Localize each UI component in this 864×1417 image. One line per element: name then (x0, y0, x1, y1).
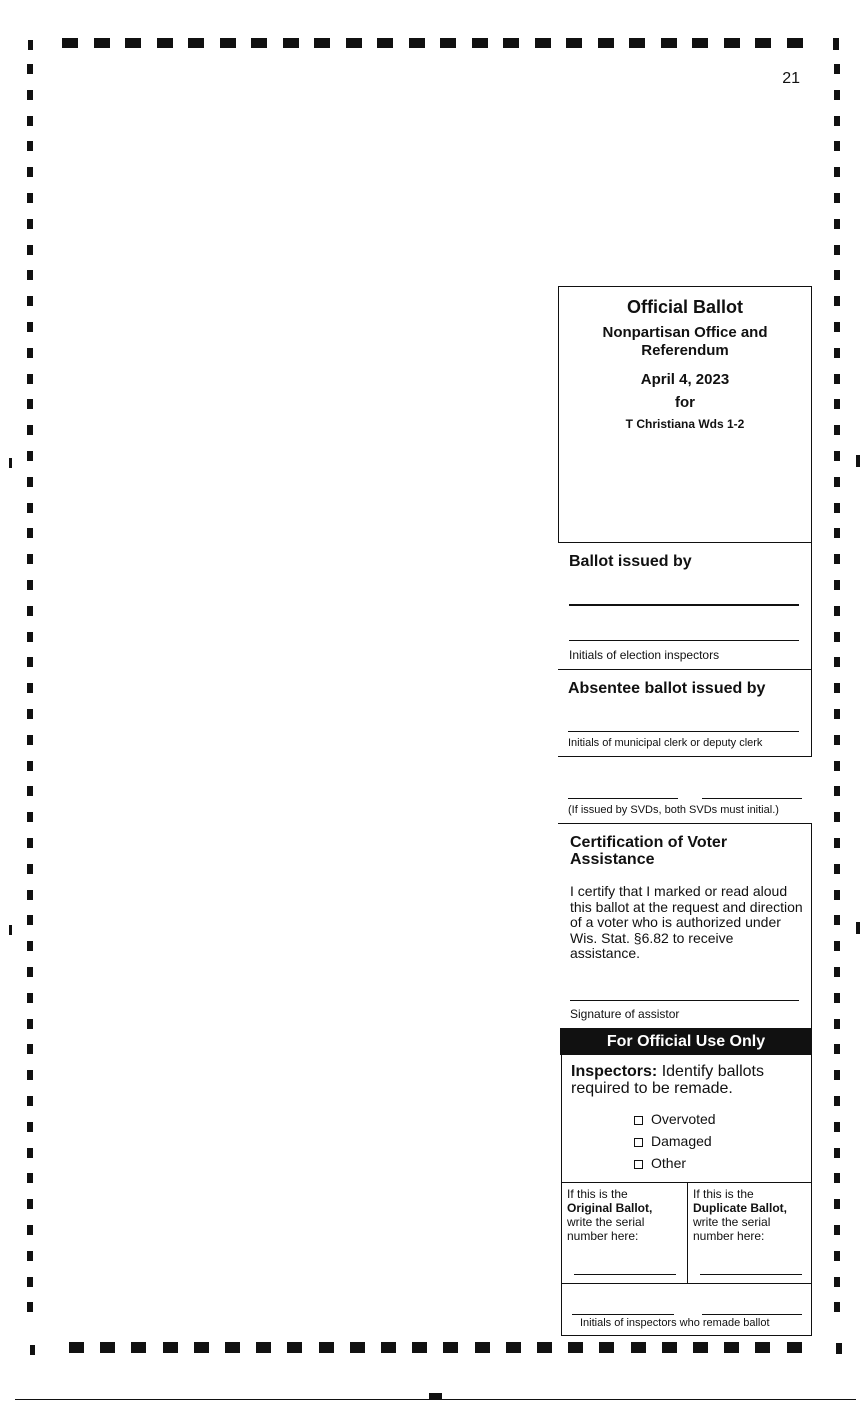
timing-mark (834, 167, 840, 177)
timing-mark (836, 1343, 842, 1354)
timing-mark (834, 1096, 840, 1106)
serial-section (561, 1183, 812, 1284)
duplicate-bold: Duplicate Ballot, (693, 1201, 788, 1215)
timing-mark (834, 193, 840, 203)
timing-mark (566, 38, 582, 48)
option-damaged[interactable] (634, 1133, 712, 1149)
timing-mark (834, 967, 840, 977)
timing-mark (834, 1251, 840, 1261)
option-other[interactable] (634, 1155, 686, 1171)
original-line4: number here: (567, 1229, 639, 1243)
ballot-date: April 4, 2023 (640, 371, 730, 388)
timing-mark (27, 1122, 33, 1132)
timing-mark (27, 1251, 33, 1261)
timing-mark (27, 657, 33, 667)
timing-mark (27, 993, 33, 1003)
timing-mark (346, 38, 362, 48)
timing-mark (251, 38, 267, 48)
timing-mark (27, 786, 33, 796)
svd-line-2 (702, 798, 802, 799)
timing-mark (94, 38, 110, 48)
timing-mark (631, 1342, 646, 1353)
timing-mark (834, 399, 840, 409)
timing-mark (834, 528, 840, 538)
timing-mark (412, 1342, 427, 1353)
inspectors-instruction (571, 1063, 796, 1097)
timing-mark (28, 40, 33, 50)
timing-mark (27, 890, 33, 900)
timing-mark (834, 632, 840, 642)
timing-mark (692, 38, 708, 48)
timing-mark (27, 477, 33, 487)
timing-mark (834, 941, 840, 951)
timing-mark (27, 348, 33, 358)
timing-mark (856, 922, 860, 934)
timing-mark (834, 90, 840, 100)
timing-mark (535, 38, 551, 48)
timing-mark (856, 455, 860, 467)
timing-mark (834, 735, 840, 745)
timing-mark (834, 554, 840, 564)
timing-mark (834, 477, 840, 487)
inspectors-text: Identify ballots required to be remade. (571, 1063, 764, 1097)
duplicate-line1: If this is the (693, 1187, 754, 1201)
timing-mark (834, 606, 840, 616)
timing-mark (27, 374, 33, 384)
timing-mark (834, 322, 840, 332)
timing-mark (834, 890, 840, 900)
timing-mark (834, 1277, 840, 1287)
timing-mark (27, 503, 33, 513)
timing-mark (834, 864, 840, 874)
timing-mark (834, 1173, 840, 1183)
timing-mark (661, 38, 677, 48)
timing-mark (27, 451, 33, 461)
timing-mark (834, 1044, 840, 1054)
assistance-signature-line (570, 1000, 799, 1001)
timing-mark (787, 1342, 802, 1353)
timing-mark (834, 1070, 840, 1080)
timing-mark (27, 270, 33, 280)
timing-mark (27, 1019, 33, 1029)
timing-mark (834, 1199, 840, 1209)
timing-mark (755, 38, 771, 48)
timing-mark (834, 296, 840, 306)
timing-mark (662, 1342, 677, 1353)
timing-mark (834, 838, 840, 848)
issued-by-caption: Initials of election inspectors (569, 648, 720, 662)
timing-mark (629, 38, 645, 48)
timing-mark (724, 1342, 739, 1353)
duplicate-line3: write the serial (693, 1215, 771, 1229)
bottom-center-mark (429, 1393, 442, 1400)
timing-mark (834, 64, 840, 74)
checkbox-icon[interactable] (634, 1160, 643, 1169)
timing-mark (834, 374, 840, 384)
timing-mark (834, 683, 840, 693)
timing-mark (163, 1342, 178, 1353)
issued-by-line-1 (569, 604, 799, 606)
timing-mark (475, 1342, 490, 1353)
timing-mark (834, 761, 840, 771)
timing-mark (27, 64, 33, 74)
timing-mark (834, 270, 840, 280)
absentee-line (568, 731, 799, 732)
timing-mark (225, 1342, 240, 1353)
ballot-stub-panel (558, 286, 812, 1336)
timing-mark (27, 1302, 33, 1312)
timing-mark (834, 1225, 840, 1235)
timing-mark (27, 606, 33, 616)
timing-mark (27, 1173, 33, 1183)
timing-mark (537, 1342, 552, 1353)
timing-mark (409, 38, 425, 48)
remade-caption: Initials of inspectors who remade ballot (580, 1317, 770, 1329)
timing-mark (693, 1342, 708, 1353)
timing-mark (27, 709, 33, 719)
timing-mark (27, 632, 33, 642)
timing-mark (440, 38, 456, 48)
timing-mark (834, 915, 840, 925)
ballot-jurisdiction: T Christiana Wds 1-2 (625, 417, 745, 431)
timing-mark (27, 219, 33, 229)
timing-mark (834, 1122, 840, 1132)
timing-mark (27, 141, 33, 151)
timing-mark (381, 1342, 396, 1353)
timing-mark (27, 838, 33, 848)
timing-mark (834, 993, 840, 1003)
assistance-heading: Certification of Voter Assistance (570, 834, 728, 868)
serial-divider (687, 1183, 688, 1283)
timing-mark (834, 1019, 840, 1029)
assistance-section (558, 824, 812, 1028)
timing-mark (69, 1342, 84, 1353)
option-damaged-label: Damaged (651, 1133, 712, 1149)
timing-mark (188, 38, 204, 48)
timing-mark (834, 657, 840, 667)
checkbox-icon[interactable] (634, 1138, 643, 1147)
official-use-section (561, 1055, 812, 1183)
timing-mark (27, 580, 33, 590)
svd-section (558, 756, 812, 824)
issued-by-section (558, 542, 812, 670)
timing-mark (472, 38, 488, 48)
timing-mark (256, 1342, 271, 1353)
absentee-section (558, 670, 812, 756)
timing-mark (443, 1342, 458, 1353)
option-other-label: Other (651, 1155, 687, 1171)
timing-mark (834, 786, 840, 796)
timing-mark (27, 193, 33, 203)
timing-mark (599, 1342, 614, 1353)
timing-mark (27, 812, 33, 822)
timing-mark (27, 1199, 33, 1209)
duplicate-line4: number here: (693, 1229, 765, 1243)
timing-mark (787, 38, 803, 48)
timing-mark (157, 38, 173, 48)
timing-mark (834, 709, 840, 719)
timing-mark (287, 1342, 302, 1353)
original-line3: write the serial (567, 1215, 645, 1229)
official-use-banner: For Official Use Only (560, 1028, 812, 1055)
timing-mark (27, 915, 33, 925)
remade-section (561, 1284, 812, 1336)
timing-mark (834, 812, 840, 822)
timing-mark (755, 1342, 770, 1353)
timing-mark (27, 167, 33, 177)
timing-mark (9, 458, 12, 468)
checkbox-icon[interactable] (634, 1116, 643, 1125)
timing-mark (30, 1345, 35, 1355)
timing-mark (834, 116, 840, 126)
timing-mark (834, 451, 840, 461)
timing-mark (834, 141, 840, 151)
timing-mark (350, 1342, 365, 1353)
timing-mark (27, 1070, 33, 1080)
absentee-caption: Initials of municipal clerk or deputy clerk (568, 737, 763, 749)
timing-mark (27, 1277, 33, 1287)
timing-mark (724, 38, 740, 48)
option-overvoted-label: Overvoted (651, 1111, 716, 1127)
svd-caption: (If issued by SVDs, both SVDs must initial.) (568, 804, 779, 816)
timing-mark (834, 580, 840, 590)
timing-mark (834, 245, 840, 255)
issued-by-heading: Ballot issued by (569, 553, 692, 570)
original-serial-line (574, 1274, 676, 1275)
original-ballot-instruction (567, 1187, 652, 1243)
timing-mark (125, 38, 141, 48)
duplicate-serial-line (700, 1274, 802, 1275)
timing-mark (62, 38, 78, 48)
timing-mark (598, 38, 614, 48)
original-line1: If this is the (567, 1187, 628, 1201)
timing-mark (27, 1148, 33, 1158)
timing-mark (568, 1342, 583, 1353)
timing-mark (27, 322, 33, 332)
timing-mark (27, 1225, 33, 1235)
timing-mark (27, 528, 33, 538)
option-overvoted[interactable] (634, 1111, 716, 1127)
timing-mark (27, 941, 33, 951)
timing-mark (27, 245, 33, 255)
remade-line-1 (572, 1314, 674, 1315)
timing-mark (834, 425, 840, 435)
duplicate-ballot-instruction (693, 1187, 787, 1243)
timing-mark (220, 38, 236, 48)
timing-mark (377, 38, 393, 48)
timing-mark (27, 399, 33, 409)
ballot-for: for (675, 394, 695, 411)
absentee-heading: Absentee ballot issued by (568, 680, 766, 697)
svd-line-1 (568, 798, 678, 799)
timing-mark (27, 554, 33, 564)
timing-mark (27, 864, 33, 874)
timing-mark (314, 38, 330, 48)
timing-mark (27, 683, 33, 693)
timing-mark (834, 1302, 840, 1312)
assistance-signature-caption: Signature of assistor (570, 1007, 680, 1021)
timing-mark (27, 967, 33, 977)
issued-by-line-2 (569, 640, 799, 641)
timing-mark (27, 735, 33, 745)
timing-mark (27, 425, 33, 435)
timing-mark (833, 38, 839, 50)
timing-mark (834, 348, 840, 358)
timing-mark (9, 925, 12, 935)
timing-mark (834, 219, 840, 229)
timing-mark (283, 38, 299, 48)
assistance-body: I certify that I marked or read aloud this ballot at the request and direction of a voter who is authorized under Wis. Stat. §6.82 to receive assistance. (570, 883, 803, 961)
remade-line-2 (702, 1314, 802, 1315)
inspectors-label: Inspectors: (571, 1063, 658, 1080)
timing-mark (503, 38, 519, 48)
timing-mark (319, 1342, 334, 1353)
timing-mark (834, 1148, 840, 1158)
timing-mark (194, 1342, 209, 1353)
timing-mark (27, 296, 33, 306)
timing-mark (27, 1096, 33, 1106)
original-bold: Original Ballot, (567, 1201, 653, 1215)
ballot-header-box (558, 286, 812, 543)
timing-mark (131, 1342, 146, 1353)
timing-mark (27, 116, 33, 126)
timing-mark (27, 761, 33, 771)
page-number: 21 (782, 70, 800, 87)
timing-mark (27, 1044, 33, 1054)
timing-mark (506, 1342, 521, 1353)
ballot-subtitle: Nonpartisan Office and Referendum (602, 324, 768, 359)
ballot-title: Official Ballot (626, 297, 743, 317)
timing-mark (27, 90, 33, 100)
timing-mark (834, 503, 840, 513)
timing-mark (100, 1342, 115, 1353)
